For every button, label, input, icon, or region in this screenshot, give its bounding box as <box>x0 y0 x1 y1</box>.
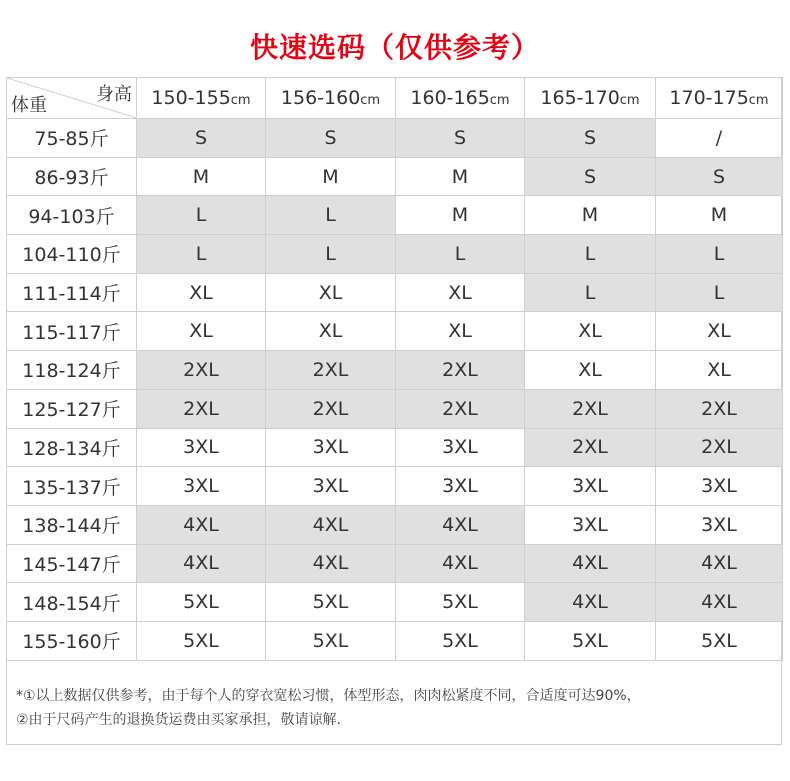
table-row <box>7 428 783 467</box>
size-cell: 5XL <box>396 621 525 660</box>
height-range: 170-175 <box>669 87 749 109</box>
weight-cell: 115-117斤 <box>7 312 137 351</box>
weight-cell: 125-127斤 <box>7 389 137 428</box>
size-cell: 4XL <box>525 583 656 622</box>
size-cell: M <box>137 157 266 196</box>
size-cell: XL <box>396 273 525 312</box>
size-cell: 2XL <box>396 351 525 390</box>
size-cell: S <box>656 157 783 196</box>
size-cell: 5XL <box>525 621 656 660</box>
size-cell: 5XL <box>266 621 396 660</box>
size-cell: 4XL <box>137 505 266 544</box>
size-cell: 5XL <box>266 583 396 622</box>
size-cell: XL <box>137 312 266 351</box>
height-axis-label: 身高 <box>96 84 132 105</box>
size-cell: L <box>656 273 783 312</box>
size-cell: M <box>656 196 783 235</box>
weight-cell: 94-103斤 <box>7 196 137 235</box>
size-cell: S <box>525 119 656 158</box>
size-cell: S <box>396 119 525 158</box>
size-cell: 2XL <box>396 389 525 428</box>
height-header <box>396 78 525 119</box>
weight-cell: 104-110斤 <box>7 235 137 274</box>
size-cell: XL <box>266 273 396 312</box>
size-cell: 5XL <box>137 583 266 622</box>
weight-cell: 75-85斤 <box>7 119 137 158</box>
weight-cell: 111-114斤 <box>7 273 137 312</box>
size-cell: 5XL <box>656 621 783 660</box>
table-row <box>7 196 783 235</box>
note-line: ②由于尺码产生的退换货运费由买家承担，敬请谅解. <box>16 712 341 728</box>
height-unit: cm <box>230 93 251 108</box>
table-row <box>7 389 783 428</box>
header-row <box>7 78 783 119</box>
size-cell: XL <box>266 312 396 351</box>
height-unit: cm <box>619 93 640 108</box>
weight-cell: 135-137斤 <box>7 467 137 506</box>
size-cell: 4XL <box>525 544 656 583</box>
height-header <box>525 78 656 119</box>
table-row <box>7 273 783 312</box>
size-cell: 4XL <box>137 544 266 583</box>
size-cell: 2XL <box>656 389 783 428</box>
size-cell: XL <box>656 312 783 351</box>
size-cell: 3XL <box>525 467 656 506</box>
size-cell: M <box>266 157 396 196</box>
weight-cell: 155-160斤 <box>7 621 137 660</box>
size-cell: 3XL <box>266 467 396 506</box>
table-row <box>7 544 783 583</box>
height-unit: cm <box>748 93 769 108</box>
size-cell: 2XL <box>266 389 396 428</box>
table-row <box>7 467 783 506</box>
size-cell: L <box>656 235 783 274</box>
height-header <box>656 78 783 119</box>
size-cell: 3XL <box>396 428 525 467</box>
size-cell: XL <box>656 351 783 390</box>
height-range: 156-160 <box>280 87 361 109</box>
size-cell: 4XL <box>396 505 525 544</box>
size-cell: XL <box>137 273 266 312</box>
height-range: 150-155 <box>151 87 231 109</box>
size-cell: M <box>525 196 656 235</box>
table-row <box>7 505 783 544</box>
size-cell: L <box>137 196 266 235</box>
size-cell: L <box>266 196 396 235</box>
size-cell: 4XL <box>266 544 396 583</box>
note-line: *①以上数据仅供参考，由于每个人的穿衣宽松习惯，体型形态，肉肉松紧度不同，合适度可达90%， <box>16 688 641 704</box>
size-table-body <box>7 119 783 661</box>
page-title: 快速选码（仅供参考） <box>249 31 540 64</box>
height-unit: cm <box>360 93 381 108</box>
size-cell: L <box>137 235 266 274</box>
size-cell: M <box>396 157 525 196</box>
weight-cell: 138-144斤 <box>7 505 137 544</box>
height-range: 165-170 <box>540 87 620 109</box>
size-cell: 2XL <box>525 389 656 428</box>
size-cell: 3XL <box>656 505 783 544</box>
size-cell: M <box>396 196 525 235</box>
size-cell: / <box>656 119 783 158</box>
size-cell: 3XL <box>525 505 656 544</box>
size-cell: L <box>525 235 656 274</box>
size-table <box>6 77 783 661</box>
size-cell: L <box>266 235 396 274</box>
weight-cell: 86-93斤 <box>7 157 137 196</box>
height-unit: cm <box>489 93 510 108</box>
table-row <box>7 621 783 660</box>
height-header <box>266 78 396 119</box>
corner-cell <box>7 78 137 119</box>
weight-cell: 128-134斤 <box>7 428 137 467</box>
size-cell: 2XL <box>137 351 266 390</box>
size-cell: 4XL <box>396 544 525 583</box>
table-row <box>7 119 783 158</box>
size-cell: 3XL <box>656 467 783 506</box>
height-header <box>137 78 266 119</box>
size-cell: L <box>396 235 525 274</box>
size-cell: 2XL <box>656 428 783 467</box>
size-cell: 5XL <box>137 621 266 660</box>
size-cell: XL <box>525 312 656 351</box>
table-row <box>7 351 783 390</box>
size-cell: L <box>525 273 656 312</box>
size-cell: XL <box>525 351 656 390</box>
size-cell: 2XL <box>266 351 396 390</box>
table-row <box>7 235 783 274</box>
size-cell: S <box>137 119 266 158</box>
size-cell: 4XL <box>266 505 396 544</box>
weight-cell: 118-124斤 <box>7 351 137 390</box>
size-cell: 3XL <box>396 467 525 506</box>
size-cell: 5XL <box>396 583 525 622</box>
size-cell: 2XL <box>137 389 266 428</box>
table-row <box>7 157 783 196</box>
weight-axis-label: 体重 <box>11 95 47 116</box>
notes <box>16 684 776 732</box>
size-cell: 4XL <box>656 544 783 583</box>
size-cell: 3XL <box>266 428 396 467</box>
size-cell: XL <box>396 312 525 351</box>
table-row <box>7 583 783 622</box>
size-cell: 3XL <box>137 467 266 506</box>
size-cell: S <box>525 157 656 196</box>
height-range: 160-165 <box>410 87 490 109</box>
weight-cell: 145-147斤 <box>7 544 137 583</box>
size-cell: S <box>266 119 396 158</box>
table-row <box>7 312 783 351</box>
size-cell: 2XL <box>525 428 656 467</box>
size-cell: 3XL <box>137 428 266 467</box>
size-cell: 4XL <box>656 583 783 622</box>
weight-cell: 148-154斤 <box>7 583 137 622</box>
